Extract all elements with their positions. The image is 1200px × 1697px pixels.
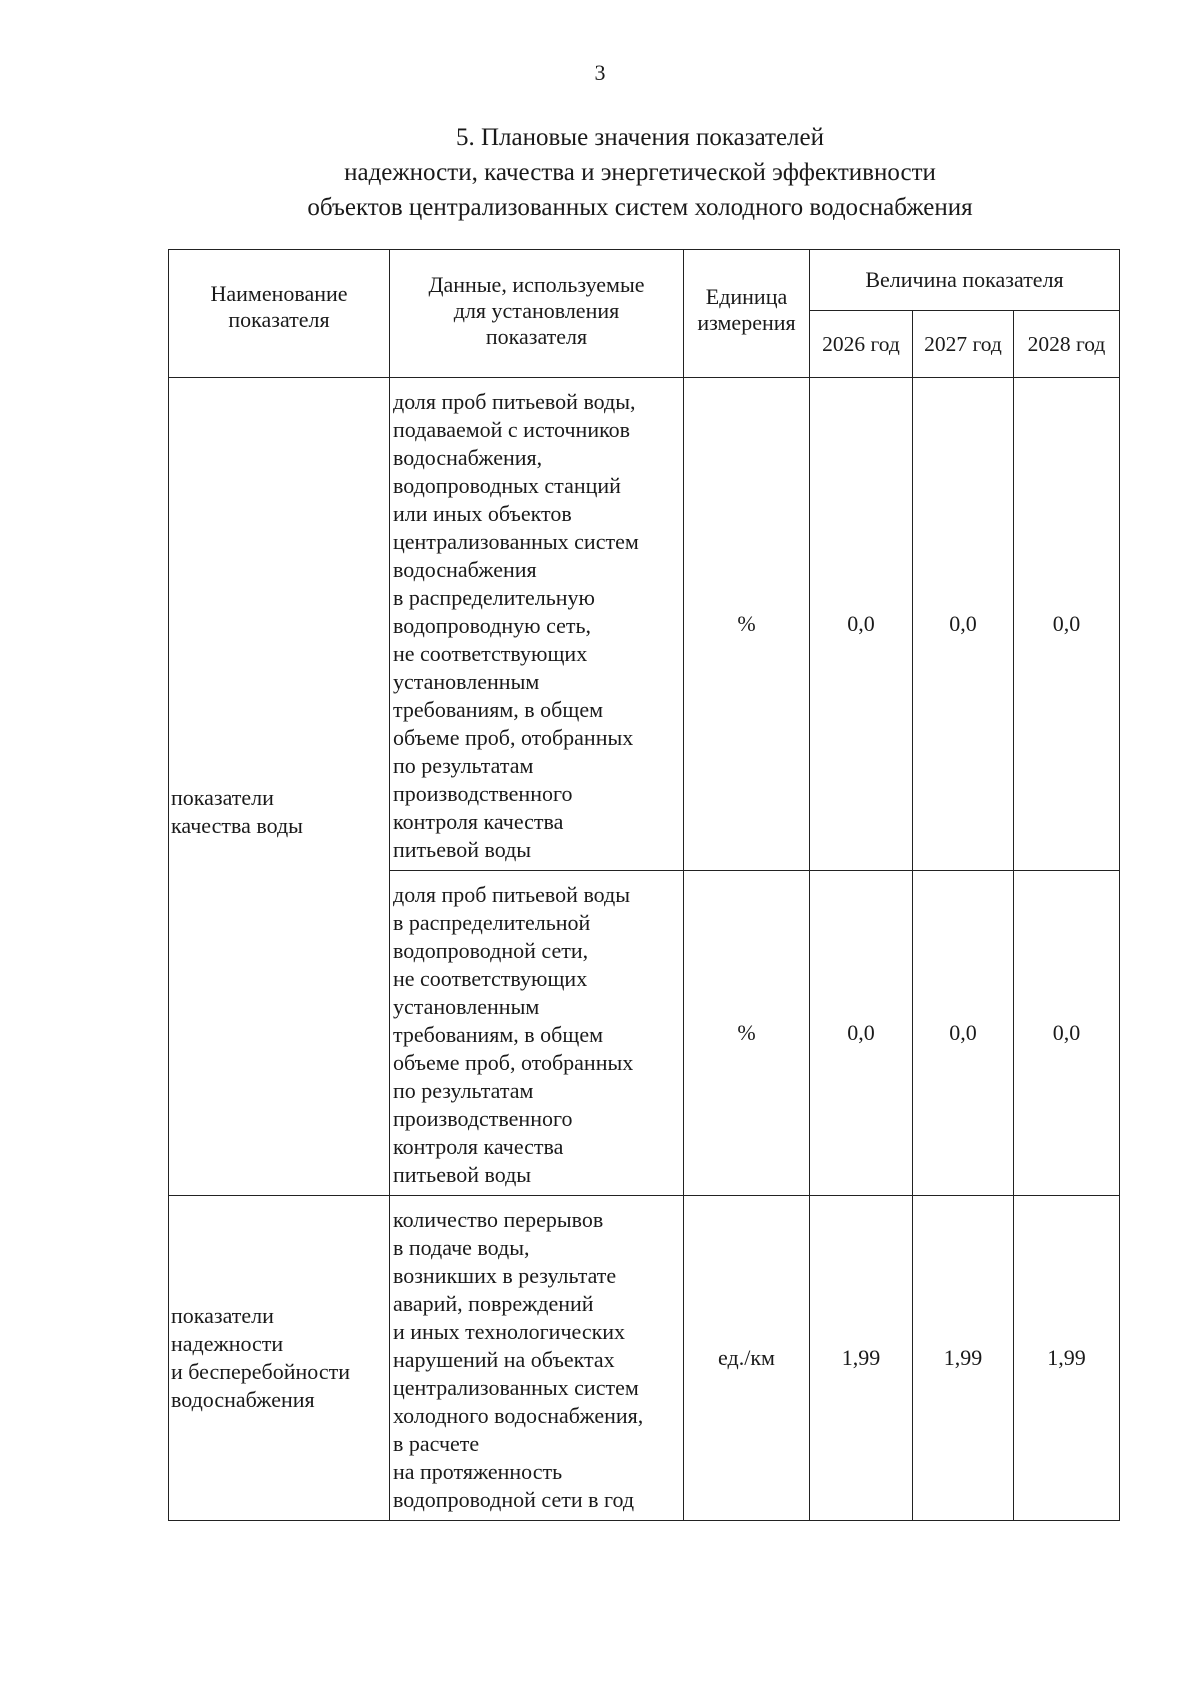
data-line: требованиям, в общем	[393, 697, 603, 722]
data-line: количество перерывов	[393, 1207, 604, 1232]
data-line: или иных объектов	[393, 501, 572, 526]
table-row	[169, 1196, 1120, 1521]
data-line: на протяженность	[393, 1459, 563, 1484]
header-year-2026: 2026 год	[810, 311, 913, 378]
data-line: в распределительную	[393, 585, 595, 610]
data-line: нарушений на объектах	[393, 1347, 615, 1372]
data-line: водопроводных станций	[393, 473, 621, 498]
indicator-data	[390, 1196, 684, 1521]
data-line: подаваемой с источников	[393, 417, 631, 442]
indicator-name	[169, 1196, 390, 1521]
data-line: в расчете	[393, 1431, 480, 1456]
indicators-table	[168, 249, 1120, 1521]
title-line: 5. Плановые значения показателей	[455, 124, 825, 151]
data-line: установленным	[393, 669, 540, 694]
data-line: в распределительной	[393, 910, 591, 935]
data-line: в подаче воды,	[393, 1235, 530, 1260]
header-row	[169, 250, 1120, 311]
indicator-data	[390, 871, 684, 1196]
header-name: Наименование показателя	[169, 250, 390, 378]
data-line: производственного	[393, 781, 573, 806]
value-2027: 0,0	[913, 378, 1014, 871]
value-2028: 0,0	[1014, 871, 1120, 1196]
table-row	[169, 378, 1120, 871]
data-line: питьевой воды	[393, 1162, 532, 1187]
indicator-unit: ед./км	[684, 1196, 810, 1521]
data-line: водопроводной сети,	[393, 938, 589, 963]
title-line: объектов централизованных систем холодного водоснабжения	[307, 194, 973, 221]
indicator-name-line: показатели	[171, 1303, 274, 1328]
data-line: объеме проб, отобранных	[393, 725, 634, 750]
page-number: 3	[594, 60, 606, 85]
indicator-unit: %	[684, 871, 810, 1196]
value-2028: 0,0	[1014, 378, 1120, 871]
header-unit: Единица измерения	[684, 250, 810, 378]
data-line: объеме проб, отобранных	[393, 1050, 634, 1075]
indicator-name	[169, 378, 390, 1196]
data-line: не соответствующих	[393, 966, 588, 991]
data-line: установленным	[393, 994, 540, 1019]
data-line: требованиям, в общем	[393, 1022, 603, 1047]
data-line: питьевой воды	[393, 837, 532, 862]
data-line: водоснабжения	[393, 557, 537, 582]
data-line: доля проб питьевой воды	[393, 882, 631, 907]
header-data: Данные, используемые для установления показателя	[390, 250, 684, 378]
data-line: по результатам	[393, 753, 534, 778]
document-title	[160, 120, 1120, 225]
header-year-2028: 2028 год	[1014, 311, 1120, 378]
data-line: водопроводную сеть,	[393, 613, 592, 638]
value-2028: 1,99	[1014, 1196, 1120, 1521]
data-line: централизованных систем	[393, 1375, 639, 1400]
header-value-group: Величина показателя	[810, 250, 1120, 311]
data-line: доля проб питьевой воды,	[393, 389, 636, 414]
data-line: производственного	[393, 1106, 573, 1131]
data-line: контроля качества	[393, 1134, 564, 1159]
indicator-name-line: качества воды	[171, 813, 303, 838]
data-line: не соответствующих	[393, 641, 588, 666]
indicator-unit: %	[684, 378, 810, 871]
value-2026: 0,0	[810, 871, 913, 1196]
data-line: централизованных систем	[393, 529, 639, 554]
indicator-name-line: и бесперебойности	[171, 1359, 350, 1384]
data-line: водоснабжения,	[393, 445, 543, 470]
indicator-name-line: надежности	[171, 1331, 284, 1356]
data-line: водопроводной сети в год	[393, 1487, 635, 1512]
indicator-data	[390, 378, 684, 871]
header-year-2027: 2027 год	[913, 311, 1014, 378]
data-line: аварий, повреждений	[393, 1291, 594, 1316]
indicator-name-line: водоснабжения	[171, 1387, 315, 1412]
value-2027: 1,99	[913, 1196, 1014, 1521]
value-2026: 1,99	[810, 1196, 913, 1521]
value-2026: 0,0	[810, 378, 913, 871]
data-line: контроля качества	[393, 809, 564, 834]
data-line: и иных технологических	[393, 1319, 626, 1344]
indicator-name-line: показатели	[171, 785, 274, 810]
data-line: по результатам	[393, 1078, 534, 1103]
title-line: надежности, качества и энергетической эффективности	[344, 159, 936, 186]
data-line: возникших в результате	[393, 1263, 617, 1288]
data-line: холодного водоснабжения,	[393, 1403, 644, 1428]
value-2027: 0,0	[913, 871, 1014, 1196]
